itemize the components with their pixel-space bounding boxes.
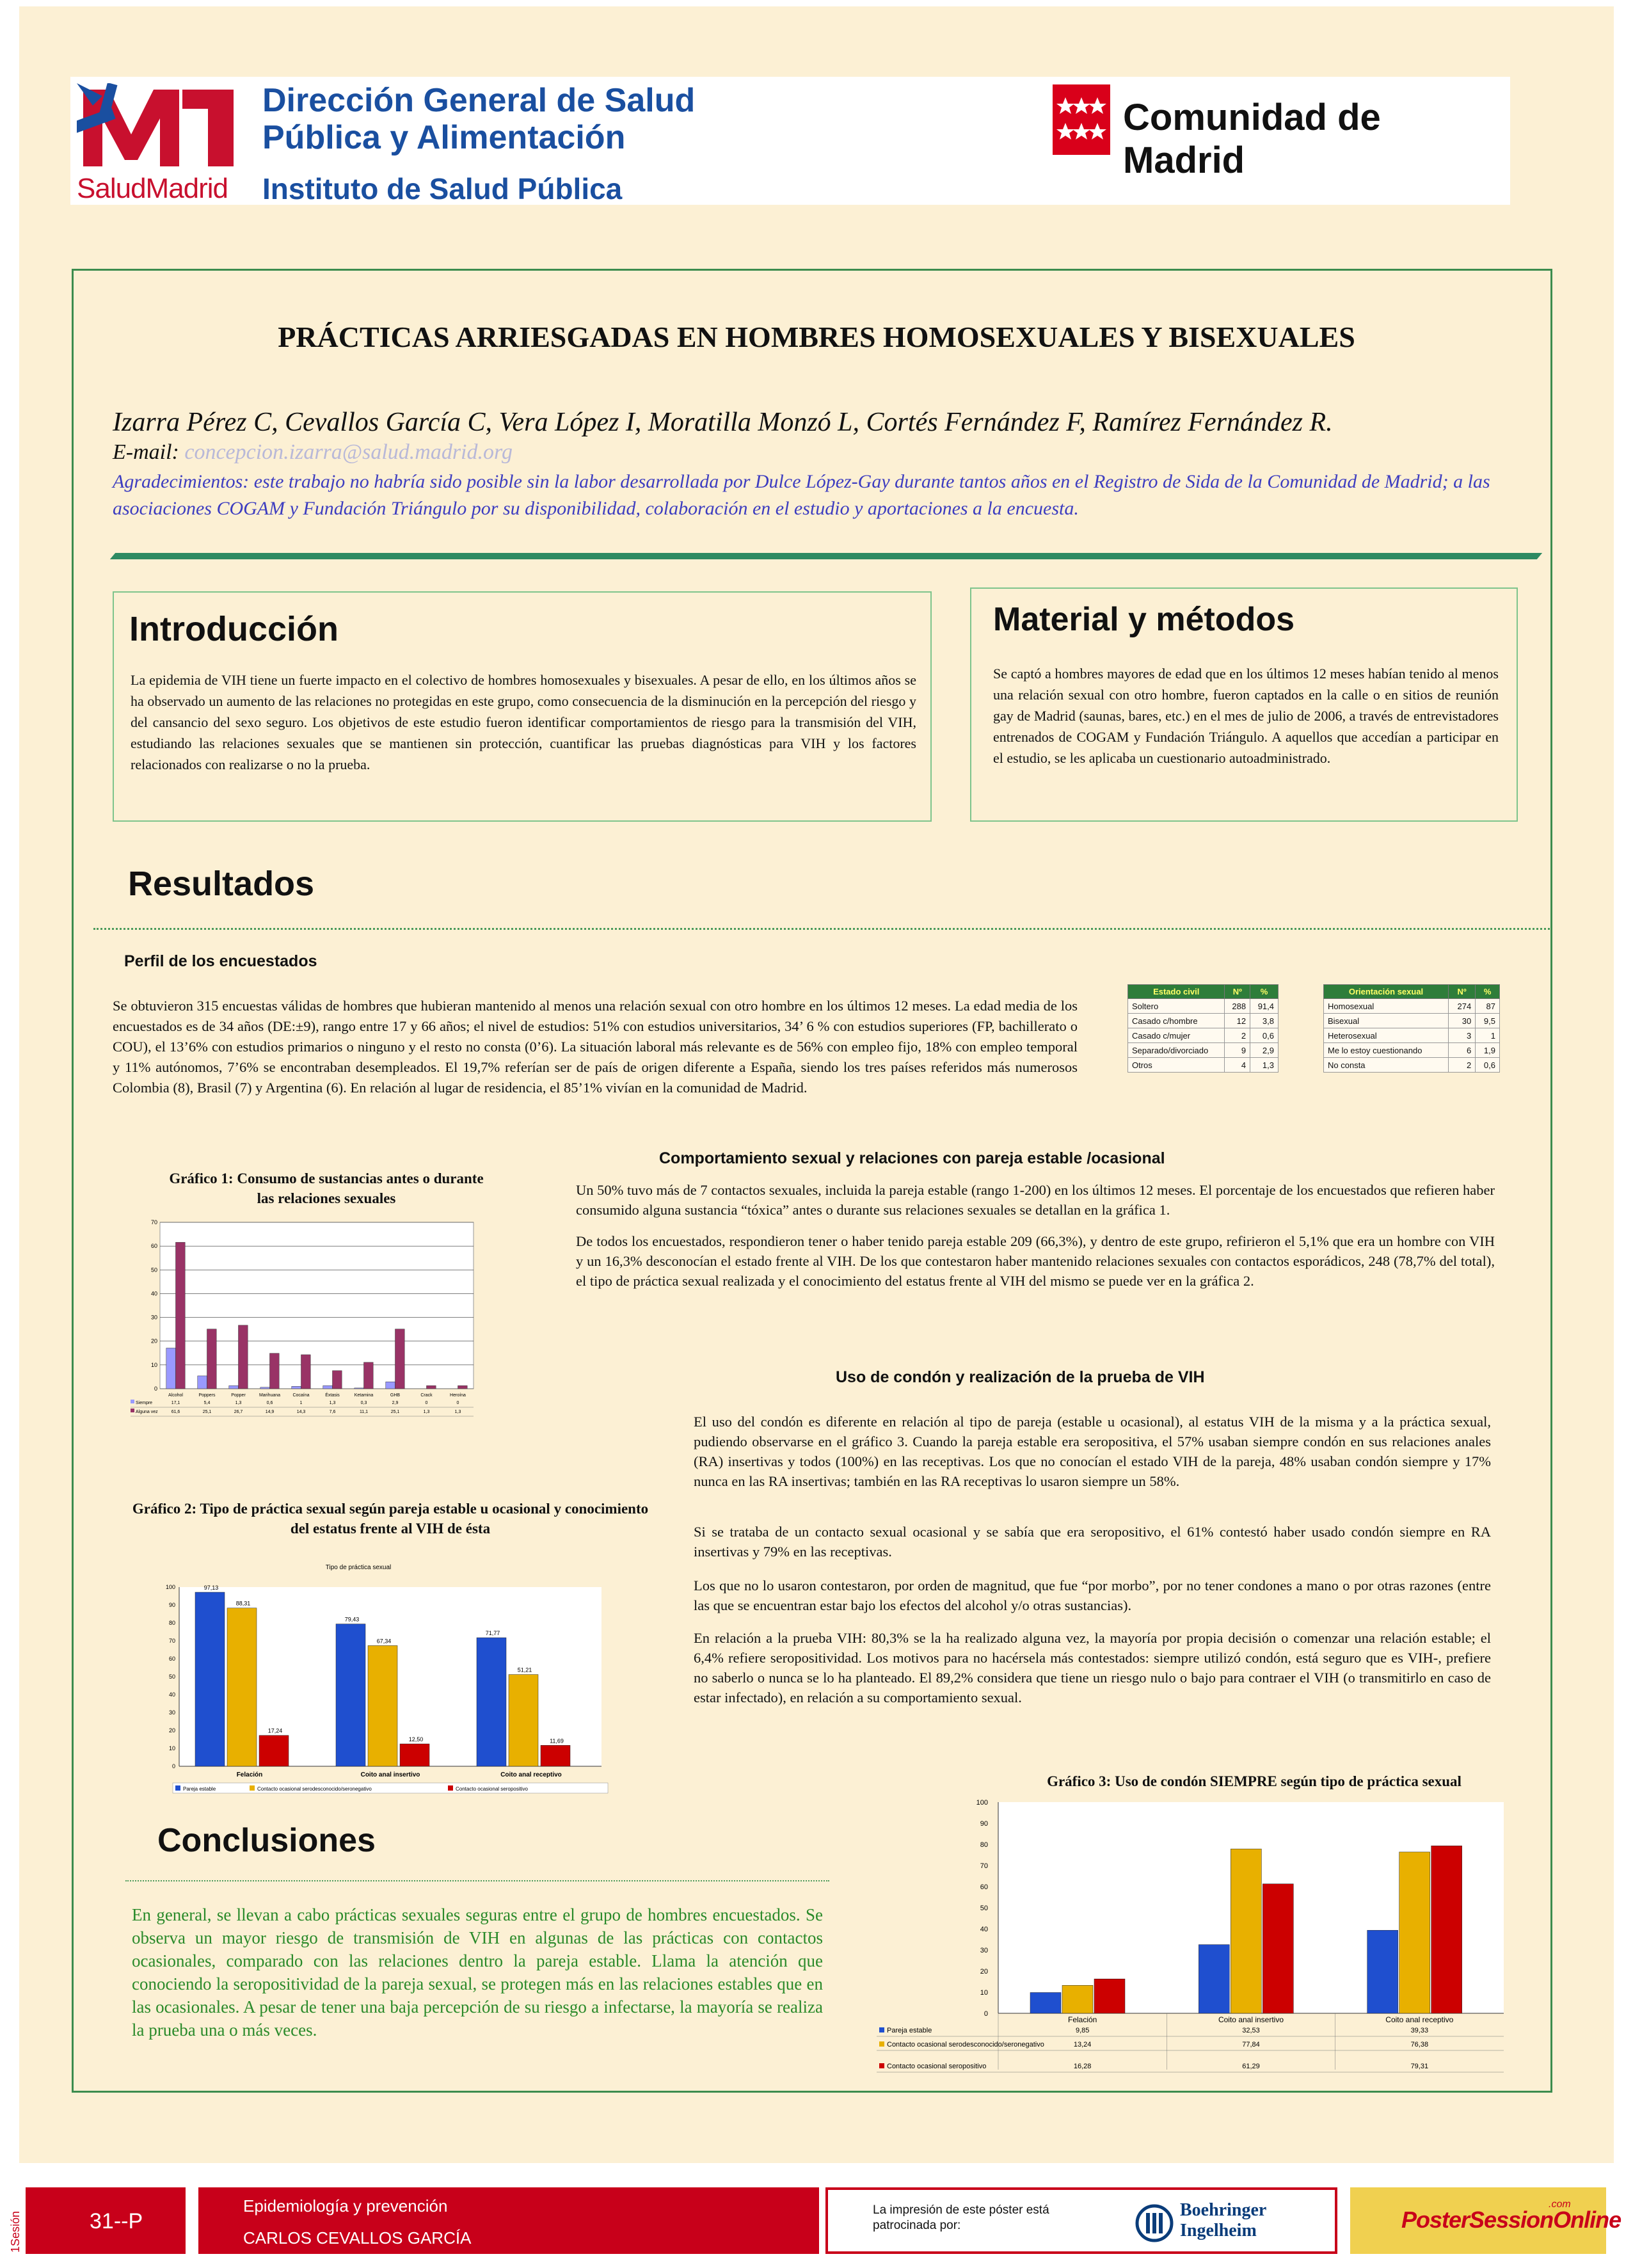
table-cell: 87: [1476, 999, 1500, 1014]
chart3-ytick: 0: [984, 2010, 988, 2018]
chart2-data-label: 17,24: [267, 1727, 283, 1734]
chart1-ytick: 60: [150, 1243, 157, 1250]
intro-box: [113, 591, 932, 822]
chart2-data-label: 12,50: [408, 1736, 424, 1743]
table-row: [1128, 1028, 1279, 1043]
chart1-xtick: Heroína: [450, 1393, 466, 1398]
methods-box: [970, 587, 1518, 822]
chart3-ytick: 70: [980, 1862, 988, 1870]
table-cell: 91,4: [1250, 999, 1279, 1014]
sponsor-text: La impresión de este póster está patrocinada por:: [873, 2203, 1049, 2232]
orient-table-header: [1324, 985, 1500, 999]
chart1-xtick: Crack: [420, 1393, 433, 1398]
chart2-ytick: 0: [171, 1763, 175, 1769]
chart1-legend-swatch: [131, 1400, 134, 1403]
header-logos: [70, 77, 1510, 205]
table-cell: 0,6: [1250, 1028, 1279, 1043]
chart3-legend-swatch: [879, 2027, 884, 2032]
chart2-data-label: 11,69: [550, 1737, 564, 1745]
chart2-data-label: 88,31: [235, 1600, 251, 1607]
behaviour-p1: Un 50% tuvo más de 7 contactos sexuales, incluida la pareja estable (rango 1-200) en los últimos 12 meses. El porcentaje de los encuestados que refieren haber consumido alguna sustancia “tóxica” antes o durante sus relaciones sexuales se detallan en la gráfica 1.: [576, 1182, 1495, 1218]
chart1-xtick: Cocaína: [292, 1393, 310, 1398]
chart3-table-value: 16,28: [1073, 2063, 1092, 2070]
table-row: [1324, 999, 1500, 1014]
chart1-table-value: 14,3: [296, 1410, 306, 1414]
chart1-table-value: 0: [456, 1401, 459, 1405]
condom-heading: Uso de condón y realización de la prueba de VIH: [836, 1368, 1205, 1386]
madrid-flag-icon: [1053, 84, 1110, 155]
table-cell: Casado c/hombre: [1128, 1014, 1225, 1028]
chart3-bar: [1030, 1992, 1061, 2013]
table-row: [1324, 1014, 1500, 1028]
chart1-table-value: 61,6: [171, 1410, 180, 1414]
table-row: [1324, 1058, 1500, 1073]
chart1-table-value: 14,9: [265, 1410, 275, 1414]
chart1-ytick: 70: [150, 1219, 157, 1226]
chart1-bar: [229, 1386, 239, 1389]
table-cell: 2: [1449, 1058, 1476, 1073]
chart1-ytick: 0: [154, 1386, 157, 1392]
chart3-ytick: 50: [980, 1905, 988, 1912]
chart2-bar: [195, 1592, 225, 1766]
chart1-title: Gráfico 1: Consumo de sustancias antes o durante las relaciones sexuales: [169, 1170, 484, 1206]
chart3-ytick: 80: [980, 1841, 988, 1849]
chart3-xtick: Coito anal receptivo: [1385, 2015, 1454, 2024]
chart2-ytick: 20: [168, 1727, 175, 1734]
profile-text: Se obtuvieron 315 encuestas válidas de hombres que hubieran mantenido al menos una relación sexual con otro hombre en los últimos 12 meses. La edad media de los encuestados es de 34 años (DE:±9), rango entre 17 y 66 años; el nivel de estudios: 51% con estudios universitarios, 34’ 6 % con estudios superiores (FP, bachillerato o COU), el 13’6% con estudios primarios o ninguno y el resto no consta (0’6). La situación laboral más relevante es de 56% con empleo fijo, 18% con empleo temporal y 11% autónomos, 7’6% se encontraban desempleados. El 19,7% referían ser de país de origen diferente a España, siendo los tres países referidos más numerosos Colombia (8), Brasil (7) y Argentina (6). En relación al lugar de residencia, el 85’1% vivían en la comunidad de Madrid.: [113, 998, 1078, 1096]
boehringer-logo-icon: [1135, 2204, 1174, 2242]
chart1-bar: [427, 1386, 436, 1389]
chart1-xtick: Marihuana: [259, 1393, 281, 1398]
results-heading: Resultados: [128, 865, 315, 903]
chart1-legend-label: Siempre: [136, 1401, 153, 1405]
chart2-bar: [509, 1675, 538, 1766]
chart1-table-value: 0,6: [266, 1401, 273, 1405]
orient-col-header: %: [1476, 985, 1500, 999]
chart3-ytick: 30: [980, 1947, 988, 1954]
chart1-bar: [323, 1386, 333, 1389]
chart3-title: Gráfico 3: Uso de condón SIEMPRE según tipo de práctica sexual: [1047, 1773, 1462, 1789]
pso-com: .com: [1549, 2199, 1571, 2210]
chart1-bar: [292, 1386, 301, 1389]
behaviour-p2: De todos los encuestados, respondieron tener o haber tenido pareja estable 209 (66,3%), y dentro de este grupo, refirieron el 5,1% que era un hombre con VIH y un 16,3% desconocían el estado frente al VIH. De los que contestaron haber mantenido relaciones sexuales con contactos esporádicos, 248 (78,7% del total), el tipo de práctica sexual realizada y el conocimiento del estatus frente al VIH del mismo se puede ver en la gráfica 2.: [576, 1233, 1495, 1289]
chart1-bar: [386, 1382, 395, 1389]
chart3-bar: [1094, 1979, 1125, 2013]
chart3-table-value: 32,53: [1242, 2027, 1260, 2034]
dg-line-2: Pública y Alimentación: [262, 119, 626, 156]
methods-heading: Material y métodos: [993, 601, 1295, 638]
chart1-bar: [166, 1348, 176, 1389]
chart2-title: Gráfico 2: Tipo de práctica sexual según pareja estable u ocasional y conocimiento del estatus frente al VIH de ésta: [132, 1501, 649, 1537]
chart2-ytick: 10: [168, 1745, 175, 1752]
chart3-legend-label: Pareja estable: [887, 2027, 932, 2034]
email-link[interactable]: concepcion.izarra@salud.madrid.org: [184, 440, 513, 464]
chart3-ytick: 100: [976, 1799, 988, 1807]
chart2-ytick: 40: [168, 1691, 175, 1698]
chart2-ytick: 90: [168, 1602, 175, 1608]
chart3-legend-label: Contacto ocasional serodesconocido/seronegativo: [887, 2041, 1044, 2048]
table-row: [1324, 1043, 1500, 1058]
condom-p4: En relación a la prueba VIH: 80,3% se la ha realizado alguna vez, la mayoría por propia decisión o comenzar una relación estable; el 6,4% refiere seropositividad. Los motivos para no hacérsela más contestados: siempre utilizó condón, está seguro que es VIH-, prefiere no saberlo o nunca se lo ha planteado. El 89,2% considera que tiene un riesgo nulo o bajo para contraer el VIH (o transmitirlo en caso de estar infectado), en relación a su comportamiento sexual.: [694, 1630, 1491, 1705]
table-cell: 3: [1449, 1028, 1476, 1043]
chart2-legend-label: Pareja estable: [183, 1786, 216, 1792]
chart2-bar: [368, 1645, 397, 1766]
footer-code-box: [26, 2187, 186, 2254]
intro-heading: Introducción: [129, 610, 339, 648]
chart1-bar: [301, 1355, 311, 1389]
chart1-table-value: 2,9: [392, 1401, 399, 1405]
chart2-legend-label: Contacto ocasional seropositivo: [456, 1786, 528, 1792]
chart1-bar: [364, 1362, 374, 1389]
chart2-ytick: 100: [165, 1584, 175, 1590]
chart3-table-value: 77,84: [1242, 2041, 1260, 2048]
chart1-table-value: 0,3: [360, 1401, 367, 1405]
chart2-ytick: 50: [168, 1673, 175, 1680]
table-row: [1128, 999, 1279, 1014]
chart2-ytick: 30: [168, 1709, 175, 1716]
chart2-bar: [259, 1736, 289, 1766]
table-cell: 3,8: [1250, 1014, 1279, 1028]
table-cell: Bisexual: [1324, 1014, 1449, 1028]
chart3-table-value: 39,33: [1410, 2027, 1429, 2034]
chart3-table-value: 13,24: [1073, 2041, 1092, 2048]
profile-heading: Perfil de los encuestados: [124, 952, 317, 970]
comunidad-madrid-text: Comunidad de Madrid: [1123, 97, 1381, 181]
methods-text: Se captó a hombres mayores de edad que en los últimos 12 meses habían tenido al menos una relación sexual con otro hombre, fueron captados en la calle o en sitios de reunión gay de Madrid (saunas, bares, etc.) en el mes de julio de 2006, a través de entrevistadores entrenados de COGAM y Fundación Triángulo. A aquellos que accedían a participar en el estudio, se les aplicaba un cuestionario autoadministrado.: [993, 666, 1499, 766]
chart1-bar: [239, 1325, 248, 1389]
chart3-table-value: 76,38: [1410, 2041, 1429, 2048]
chart1-bar: [333, 1371, 342, 1389]
chart1-table-value: 1,3: [235, 1401, 242, 1405]
table-cell: Me lo estoy cuestionando: [1324, 1043, 1449, 1058]
email-line: [113, 440, 513, 465]
chart2-legend-box: [173, 1783, 608, 1793]
footer-session-label: 1Sesión: [9, 2210, 22, 2253]
chart1-table-value: 26,7: [234, 1410, 243, 1414]
chart1-ytick: 50: [150, 1266, 157, 1274]
chart3-bar: [1367, 1930, 1398, 2013]
chart1-table-value: 1,3: [423, 1410, 430, 1414]
chart3-bar: [1231, 1849, 1261, 2013]
chart2-legend-swatch: [175, 1785, 180, 1791]
table-cell: Separado/divorciado: [1128, 1043, 1225, 1058]
chart1-table-value: 1,3: [329, 1401, 336, 1405]
chart3-bar: [1399, 1852, 1430, 2013]
chart2-legend-label: Contacto ocasional serodesconocido/seronegativo: [257, 1786, 372, 1792]
chart2-ytick: 60: [168, 1656, 175, 1662]
chart3-legend-label: Contacto ocasional seropositivo: [887, 2063, 987, 2070]
table-cell: 0,6: [1476, 1058, 1500, 1073]
chart1-table-value: 11,1: [359, 1410, 369, 1414]
chart1-xtick: Alcohol: [168, 1393, 183, 1398]
chart3-bar: [1062, 1985, 1093, 2013]
chart1-table-value: 0: [425, 1401, 428, 1405]
table-cell: 9,5: [1476, 1014, 1500, 1028]
chart2: [154, 1561, 614, 1805]
chart3-ytick: 60: [980, 1883, 988, 1891]
chart3-table-value: 79,31: [1410, 2063, 1429, 2070]
chart2-legend-swatch: [448, 1785, 453, 1791]
chart1-ytick: 30: [150, 1314, 157, 1321]
chart1-xtick: Éxtasis: [325, 1393, 340, 1398]
chart1-bar: [354, 1388, 364, 1389]
civil-col-header: Nº: [1225, 985, 1250, 999]
orient-col-header: Orientación sexual: [1324, 985, 1449, 999]
condom-p2: Si se trataba de un contacto sexual ocasional y se sabía que era seropositivo, el 61% contestó haber usado condón siempre en RA insertivas y 79% en las receptivas.: [694, 1524, 1491, 1560]
dg-line-1: Dirección General de Salud: [262, 82, 696, 119]
chart1-table-value: 5,4: [203, 1401, 211, 1405]
chart1-legend-label: Alguna vez: [136, 1410, 158, 1414]
authors: Izarra Pérez C, Cevallos García C, Vera López I, Moratilla Monzó L, Cortés Fernández F, Ramírez Fernández R.: [113, 408, 1333, 437]
salud-madrid-logo-text: SaludMadrid: [77, 173, 228, 204]
chart3-ytick: 40: [980, 1926, 988, 1933]
civil-status-table: [1127, 984, 1279, 1073]
chart1-xtick: Poppers: [198, 1393, 216, 1398]
chart2-bar: [477, 1638, 506, 1766]
chart3-xtick: Coito anal insertivo: [1218, 2015, 1284, 2024]
sponsor-name: Boehringer Ingelheim: [1180, 2200, 1266, 2240]
chart1-bar: [270, 1354, 280, 1389]
chart2-bar: [227, 1608, 257, 1766]
table-row: [1324, 1028, 1500, 1043]
chart1-bar: [176, 1242, 186, 1389]
chart1-ytick: 40: [150, 1290, 157, 1297]
chart1-xtick: Popper: [231, 1393, 246, 1398]
table-cell: 1,3: [1250, 1058, 1279, 1073]
table-cell: 4: [1225, 1058, 1250, 1073]
conclusions-divider: [125, 1880, 829, 1881]
chart1-table-value: 1,3: [454, 1410, 461, 1414]
chart1-table-value: 25,1: [202, 1410, 212, 1414]
condom-p1: El uso del condón es diferente en relación al tipo de pareja (estable u ocasional), al estatus VIH de la misma y a la práctica sexual, pudiendo observarse en el gráfico 3. Cuando la pareja estable era seropositiva, el 57% usaban siempre condón en sus relaciones anales (RA) insertivas y todos (100%) en las receptivas. Los que no conocían el estado VIH de la pareja, 48% usaban condón siempre y 17% nunca en las RA insertivas; también en las RA receptivas lo usaron siempre un 58%.: [694, 1414, 1491, 1489]
chart2-data-label: 67,34: [376, 1638, 392, 1645]
chart3-bar: [1263, 1884, 1293, 2013]
chart2-data-label: 79,43: [344, 1616, 360, 1623]
table-cell: Soltero: [1128, 999, 1225, 1014]
chart2-legend-swatch: [250, 1785, 255, 1791]
civil-table-header: [1128, 985, 1279, 999]
behaviour-heading: Comportamiento sexual y relaciones con pareja estable /ocasional: [659, 1149, 1165, 1167]
condom-p3: Los que no lo usaron contestaron, por orden de magnitud, que fue “por morbo”, por no tener condones a mano o por otras razones (entre las que se encuentran estar bajo los efectos del alcohol y/o otras sustancias).: [694, 1577, 1491, 1613]
chart2-bar: [336, 1624, 365, 1766]
chart2-ytick: 80: [168, 1620, 175, 1626]
intro-text: La epidemia de VIH tiene un fuerte impacto en el colectivo de hombres homosexuales y bisexuales. A pesar de ello, en los últimos años se ha observado un aumento de las relaciones no protegidas en este grupo, como consecuencia de la disminución en la percepción del riesgo y del cansancio del sexo seguro. Los objetivos de este estudio fueron identificar comportamientos de riesgo para la transmisión del VIH, estudiando las relaciones sexuales que se mantienen sin protección, cuantificar las pruebas diagnósticas para VIH y los factores relacionados con realizarse o no la prueba.: [131, 672, 916, 772]
civil-col-header: %: [1250, 985, 1279, 999]
chart2-xtick: Felación: [236, 1771, 263, 1778]
table-cell: 9: [1225, 1043, 1250, 1058]
chart2-inner-title: Tipo de práctica sexual: [325, 1564, 392, 1571]
civil-col-header: Estado civil: [1128, 985, 1225, 999]
chart1-ytick: 10: [150, 1361, 157, 1368]
chart3-table-value: 61,29: [1242, 2063, 1260, 2070]
table-cell: 2,9: [1250, 1043, 1279, 1058]
table-cell: 274: [1449, 999, 1476, 1014]
chart3-bar: [1199, 1945, 1229, 2013]
title-divider: [110, 553, 1542, 559]
table-cell: Heterosexual: [1324, 1028, 1449, 1043]
chart1-xtick: Ketamina: [354, 1393, 374, 1398]
chart1-bar: [395, 1329, 405, 1389]
chart1-bar: [260, 1387, 270, 1389]
chart1: [128, 1210, 486, 1427]
chart2-data-label: 51,21: [517, 1666, 532, 1673]
chart2-data-label: 97,13: [203, 1585, 219, 1592]
chart2-xtick: Coito anal receptivo: [500, 1771, 562, 1778]
chart3-legend-swatch: [879, 2041, 884, 2047]
chart3-legend-swatch: [879, 2063, 884, 2068]
chart1-table-value: 7,6: [329, 1410, 336, 1414]
table-cell: Homosexual: [1324, 999, 1449, 1014]
table-cell: No consta: [1324, 1058, 1449, 1073]
chart1-bar: [458, 1386, 468, 1389]
chart1-xtick: GHB: [390, 1393, 401, 1398]
table-row: [1128, 1014, 1279, 1028]
table-row: [1128, 1043, 1279, 1058]
instituto-name: Instituto de Salud Pública: [262, 172, 623, 205]
dg-title: [262, 82, 695, 156]
conclusions-text: En general, se llevan a cabo prácticas sexuales seguras entre el grupo de hombres encuestados. Se observa un mayor riesgo de transmisión de VIH en algunas de las prácticas con contactos ocasionales, comparado con las relaciones dentro la pareja estable. Llama la atención que conociendo la seropositividad de la pareja sexual, se protegen más en las relaciones estables que en las ocasionales. A pesar de tener una baja percepción de su riesgo a infectarse, la mayoría se realiza la prueba una o más veces.: [132, 1905, 823, 2040]
chart2-ytick: 70: [168, 1638, 175, 1644]
chart1-bar: [198, 1376, 207, 1389]
footer-presenter: CARLOS CEVALLOS GARCÍA: [243, 2228, 472, 2248]
orientation-table: [1323, 984, 1500, 1073]
chart3-xtick: Felación: [1067, 2015, 1097, 2024]
paper-title: PRÁCTICAS ARRIESGADAS EN HOMBRES HOMOSEXUALES Y BISEXUALES: [278, 321, 1355, 353]
chart3-table-value: 9,85: [1075, 2027, 1090, 2034]
table-cell: Casado c/mujer: [1128, 1028, 1225, 1043]
chart1-legend-swatch: [131, 1409, 134, 1412]
conclusions-heading: Conclusiones: [157, 1822, 376, 1859]
table-row: [1128, 1058, 1279, 1073]
chart3-bar: [1431, 1846, 1462, 2013]
chart3: [877, 1796, 1517, 2090]
table-cell: 6: [1449, 1043, 1476, 1058]
chart1-table-value: 17,1: [171, 1401, 180, 1405]
chart3-ytick: 90: [980, 1820, 988, 1828]
salud-madrid-logo-icon: [77, 83, 237, 173]
footer-pso-box[interactable]: [1350, 2187, 1621, 2254]
table-cell: Otros: [1128, 1058, 1225, 1073]
poster-code: 31--P: [90, 2209, 143, 2233]
table-cell: 12: [1225, 1014, 1250, 1028]
chart3-ytick: 20: [980, 1968, 988, 1976]
chart2-xtick: Coito anal insertivo: [360, 1771, 420, 1778]
footer-topic: Epidemiología y prevención: [243, 2196, 448, 2216]
results-divider: [93, 928, 1550, 930]
table-cell: 1: [1476, 1028, 1500, 1043]
table-cell: 2: [1225, 1028, 1250, 1043]
footer-topic-box: [198, 2187, 819, 2254]
table-cell: 288: [1225, 999, 1250, 1014]
chart2-bar: [541, 1745, 570, 1766]
pso-logo-text: PosterSessionOnline: [1401, 2207, 1621, 2233]
chart1-ytick: 20: [150, 1338, 157, 1345]
chart1-table-value: 25,1: [390, 1410, 400, 1414]
orient-col-header: Nº: [1449, 985, 1476, 999]
table-cell: 1,9: [1476, 1043, 1500, 1058]
chart3-ytick: 10: [980, 1989, 988, 1997]
table-cell: 30: [1449, 1014, 1476, 1028]
chart2-data-label: 71,77: [485, 1630, 500, 1637]
email-label: E-mail:: [113, 440, 179, 464]
footer-sponsor-box: [825, 2187, 1337, 2254]
chart1-bar: [207, 1329, 217, 1389]
chart2-bar: [400, 1744, 429, 1766]
acknowledgements: Agradecimientos: este trabajo no habría sido posible sin la labor desarrollada por Dulce López-Gay durante tantos años en el Registro de Sida de la Comunidad de Madrid; a las asociaciones COGAM y Fundación Triángulo por su disponibilidad, colaboración en el estudio y aportaciones a la encuesta.: [113, 471, 1490, 519]
chart1-table-value: 1: [299, 1401, 303, 1405]
